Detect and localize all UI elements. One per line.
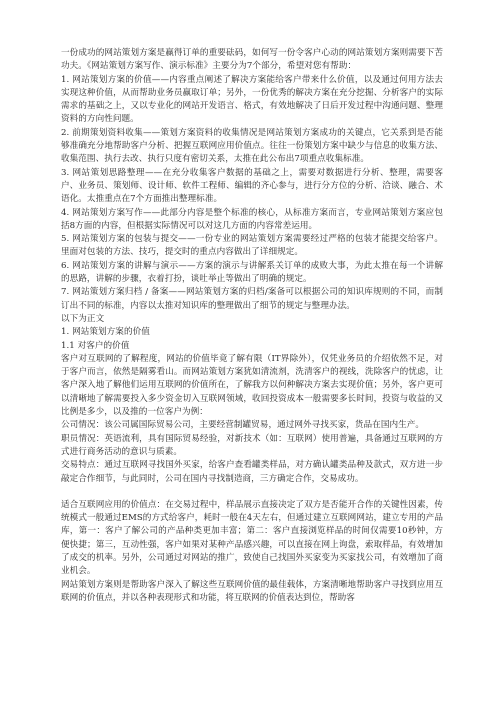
section-item-value: 1. 网站策划方案的价值——内容重点阐述了解决方案能给客户带来什么价值，以及通过何用方法去实现这种价值，从而帮助业务员赢取订单；另外，一份优秀的解决方案在充分挖掘、分析客户的实际需求的基础之上，又以专业化的网站开发语言、格式，有效地解决了日后开发过程中沟通问题、整理资料的方向性问题。 [61,74,443,125]
subheading-client-value: 1.1 对客户的价值 [61,340,130,351]
heading-value: 1. 网站策划方案的价值 [61,327,150,338]
section-item-presentation: 6. 网站策划方案的讲解与演示——方案的演示与讲解系关订单的成败大事，为此太推在每一个讲解的思路，讲解的步骤，衣着打扮，谈吐举止等做出了明确的规定。 [61,260,443,285]
section-item-packaging: 5. 网站策划方案的包装与提交——一份专业的网站策划方案需要经过严格的包装才能提交给客户。里面对包装的方法、技巧，提交时的重点内容做出了详细规定。 [61,234,443,258]
paragraph-gap [61,486,443,499]
trade-info-paragraph: 交易特点：通过互联网寻找国外买家，给客户查看罐类样品，对方确认罐类品种及款式，双方进一步敲定合作细节，与此同时，公司在国内寻找制造商，三方确定合作，交易成功。 [61,460,443,484]
section-item-planning: 3. 网站策划思路整理——在充分收集客户数据的基础之上，需要对数据进行分析、整理，需要客户、业务员、策划师、设计师、软件工程师、编辑的齐心参与，进行分方位的分析、洽谈、融合、术语化。太推重点在7个方面推出整理标准。 [61,167,443,205]
closing-paragraph: 网站策划方案则是帮助客户深入了解这些互联网价值的最佳载体，方案清晰地帮助客户寻找到应用互联网的价值点，并以各种表现形式和功能，将互联网的价值表达到位，帮助客 [61,579,443,603]
section-item-writing: 4. 网站策划方案写作——此部分内容是整个标准的核心，从标准方案而言，专业网站策划方案应包括8方面的内容，但根据实际情况可以对这几方面的内容常差运用。 [61,207,443,231]
body-intro-line: 以下为正文 [61,313,105,324]
staff-info-paragraph: 职员情况：英语流利，具有国际贸易经验，对新技术（如：互联网）使用普遍，具备通过互联网的方式进行商务活动的意识与质素。 [61,433,443,457]
client-value-paragraph: 客户对互联网的了解程度，网站的价值毕竟了解有限（IT界除外），仅凭业务员的介绍依然不足，对于客户而言，依然是隔雾看山。而网站策划方案犹如清流剂，洗清客户的视线，洗除客户的忧虑，让客户深入地了解他们运用互联网的价值所在，了解我方以何种解决方案去实现价值；另外，客户更可以清晰地了解需要投入多少资金切入互联网领域，收回投资成本一般需要多长时间，投资与收益的又比例是多少，以及推的一位客户为例： [61,353,443,418]
intro-paragraph: 一份成功的网站策划方案是赢得订单的重要砝码，如何写一份令客户心动的网站策划方案则需要下苦功夫。《网站策划方案写作、演示标准》主要分为7个部分，希望对您有帮助： [61,48,443,72]
section-item-archive: 7. 网站策划方案归档 / 备案——网站策划方案的归档/案备可以根据公司的知识库规则的不同，而制订出不同的标准，内容以太推对知识库的整理做出了细节的规定与整理办法。 [61,287,443,311]
company-info-paragraph: 公司情况：该公司属国际贸易公司，主要经营制罐贸易，通过网外寻找买家，货品在国内生产。 [61,420,425,431]
section-item-collection: 2. 前期策划资料收集——策划方案资料的收集情况是网站策划方案成功的关键点，它关系到是否能够准确充分地帮助客户分析、把握互联网应用价值点。往往一份策划方案中缺少与信息的收集方法、收集范围、执行去改、执行只度有密切关系，太推在此公布出7项重点收集标准。 [61,127,443,165]
value-point-paragraph: 适合互联网应用的价值点：在交易过程中，样品展示直接决定了双方是否能开合作的关键性因素，传统模式一般通过EMS的方式给客户，耗时一般在4天左右，但通过建立互联网网站，建立专用的产品库，第一：客户了解公司的产品种类更加丰富；第二：客户直接浏览样品的时间仅需要10秒钟，方便快捷；第三，互动性强，客户如果对某种产品感兴趣，可以直接在网上询盘，索取样品，有效增加了成交的机率。另外，公司通过对网站的推广，致使自己找国外买家变为买家找公司，有效增加了商业机会。 [61,499,443,577]
document-body [61,47,443,605]
